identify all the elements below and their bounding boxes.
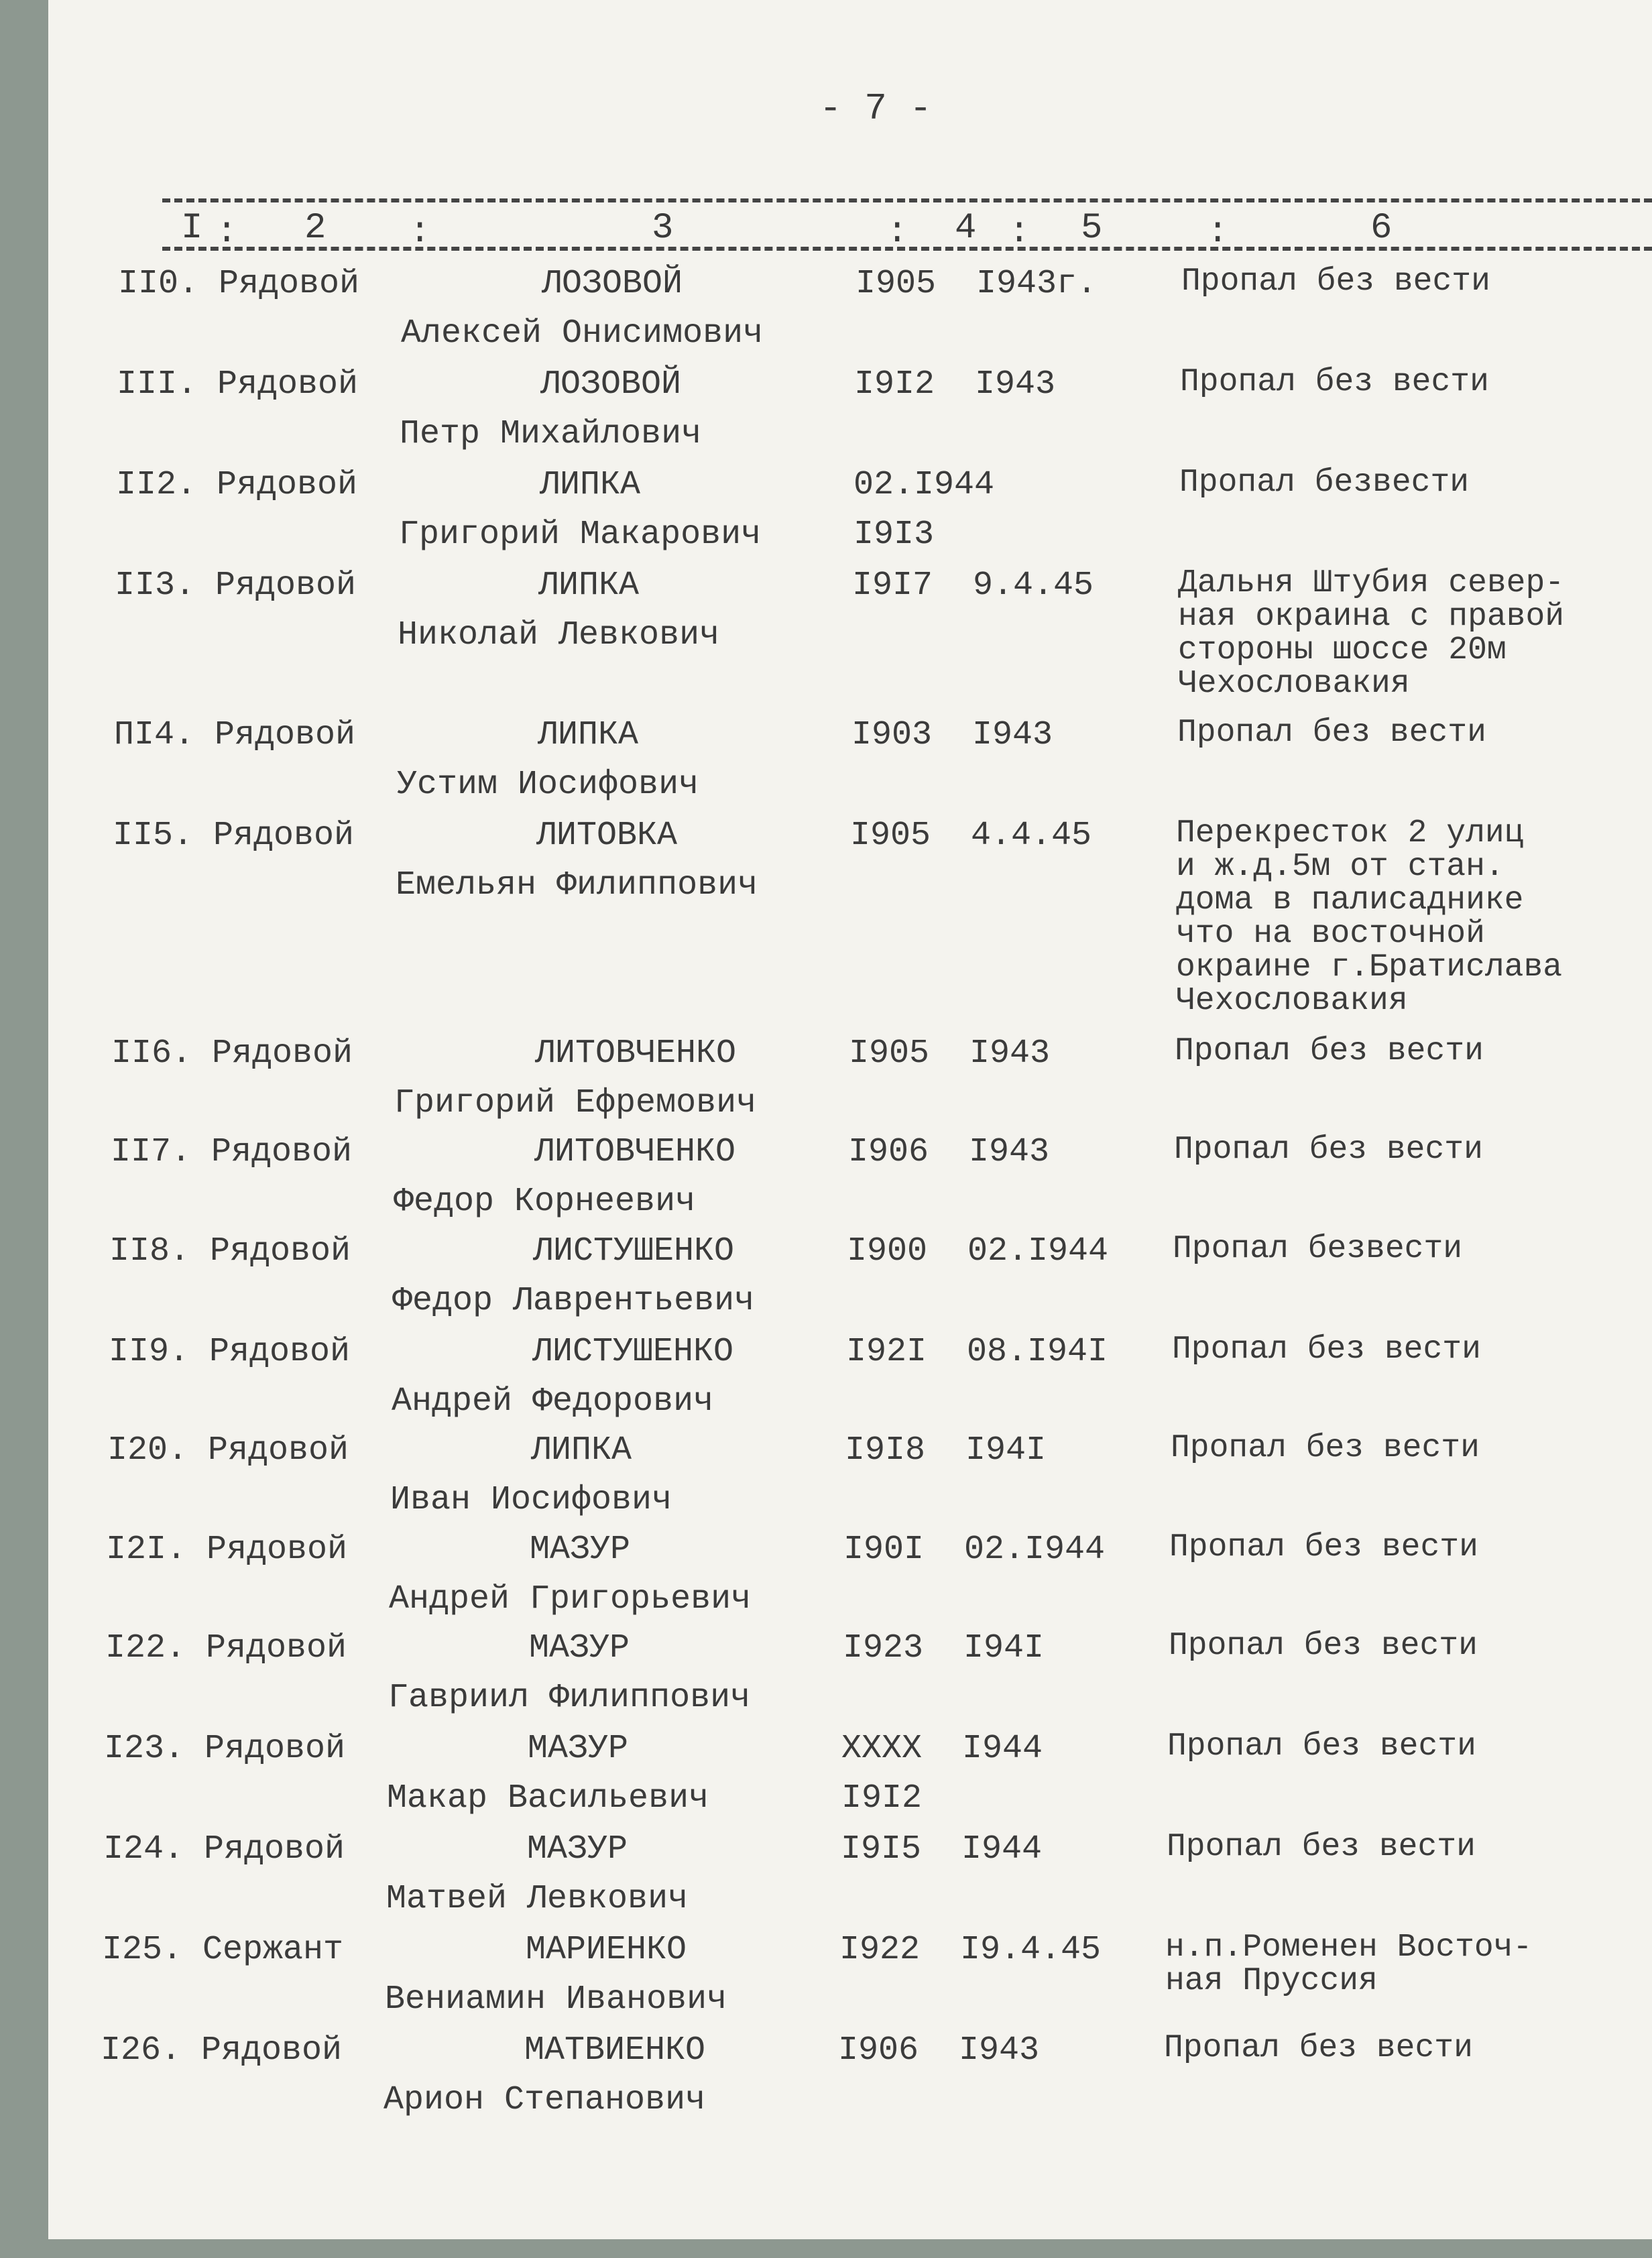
death-date: I94I — [963, 1629, 1045, 1667]
death-date: I943г. — [976, 265, 1098, 303]
column-header-3: 3 — [652, 208, 674, 249]
rank: Рядовой — [204, 1830, 345, 1868]
surname: ЛИПКА — [538, 567, 640, 605]
rank: Рядовой — [206, 1531, 348, 1569]
surname: МАЗУР — [528, 1730, 629, 1768]
rank: Рядовой — [210, 1232, 351, 1270]
given-names: Григорий Ефремович — [394, 1084, 757, 1122]
birth-year: I906 — [838, 2031, 919, 2070]
rank: Рядовой — [219, 265, 360, 303]
death-date: I944 — [961, 1830, 1043, 1868]
given-names: Гавриил Филиппович — [388, 1679, 751, 1717]
death-date: 08.I94I — [967, 1333, 1108, 1371]
place-of-death: н.п.Роменен Восточ- ная Пруссия — [1165, 1929, 1533, 1999]
death-date: I944 — [962, 1730, 1043, 1768]
surname: ЛИТОВКА — [536, 817, 678, 855]
row-number: II0. — [118, 265, 199, 303]
column-header-5: 5 — [1081, 208, 1103, 249]
row-number: I26. — [101, 2031, 182, 2070]
birth-year: I92I — [846, 1333, 927, 1371]
rank: Рядовой — [211, 1133, 353, 1171]
column-header-4: 4 — [955, 208, 977, 249]
rank: Рядовой — [215, 716, 356, 754]
birth-year: I922 — [839, 1931, 921, 1969]
birth-year: I9I8 — [845, 1431, 926, 1470]
row-number: I2I. — [106, 1531, 187, 1569]
rank: Рядовой — [217, 466, 358, 504]
birth-year: XXXX — [841, 1730, 923, 1768]
birth-year: I905 — [849, 1034, 930, 1073]
row-number: II9. — [109, 1333, 190, 1371]
rank: Рядовой — [213, 817, 355, 855]
place-of-death: Пропал без вести — [1164, 2030, 1473, 2066]
place-of-death: Пропал без вести — [1167, 1829, 1476, 1865]
surname: МАЗУР — [529, 1629, 630, 1667]
surname: ЛИПКА — [540, 466, 641, 504]
given-names: Григорий Макарович — [399, 516, 762, 554]
surname: ЛИТОВЧЕНКО — [535, 1034, 737, 1073]
place-of-death: Пропал безвести — [1173, 1231, 1463, 1267]
row-number: II7. — [111, 1133, 192, 1171]
birth-year: I9I2 — [854, 365, 935, 404]
place-of-death: Пропал без вести — [1171, 1430, 1480, 1466]
death-date: I943 — [969, 1133, 1050, 1171]
rank: Рядовой — [204, 1730, 346, 1768]
rank: Рядовой — [209, 1333, 351, 1371]
row-number: II5. — [113, 817, 194, 855]
column-separator: : — [216, 212, 238, 253]
row-number: II3. — [115, 567, 196, 605]
surname: ЛИПКА — [538, 716, 639, 754]
place-of-death: Пропал безвести — [1179, 465, 1470, 501]
surname: МАТВИЕНКО — [524, 2031, 706, 2070]
given-names: Арион Степанович — [384, 2081, 706, 2119]
given-names: Макар Васильевич — [387, 1779, 709, 1818]
birth-year: I903 — [851, 716, 933, 754]
given-names: Петр Михайлович — [400, 415, 702, 453]
header-top-rule — [162, 198, 1652, 202]
surname: МАЗУР — [530, 1531, 631, 1569]
death-date: I943 — [975, 365, 1056, 404]
death-date: 02.I944 — [967, 1232, 1109, 1270]
place-of-death: Пропал без вести — [1172, 1331, 1481, 1368]
given-names: Устим Иосифович — [397, 766, 699, 804]
death-date: I943 — [972, 716, 1053, 754]
birth-year: 02.I944 — [853, 466, 995, 504]
place-of-death: Пропал без вести — [1180, 364, 1489, 400]
birth-year-2: I9I2 — [841, 1779, 923, 1818]
column-header-1: I — [181, 208, 203, 249]
given-names: Федор Корнеевич — [394, 1183, 696, 1221]
place-of-death: Пропал без вести — [1175, 1033, 1484, 1069]
surname: ЛИСТУШЕНКО — [533, 1232, 735, 1270]
rank: Рядовой — [212, 1034, 353, 1073]
death-date: 9.4.45 — [973, 567, 1094, 605]
surname: ЛОЗОВОЙ — [542, 265, 683, 303]
row-number: I24. — [103, 1830, 184, 1868]
given-names: Матвей Левкович — [386, 1880, 689, 1918]
column-header-6: 6 — [1370, 208, 1393, 249]
row-number: II6. — [111, 1034, 192, 1073]
birth-year: I905 — [856, 265, 937, 303]
surname: ЛИПКА — [531, 1431, 632, 1470]
surname: МАЗУР — [527, 1830, 628, 1868]
place-of-death: Пропал без вести — [1167, 1728, 1476, 1765]
column-separator: : — [1207, 212, 1229, 253]
birth-year: I900 — [847, 1232, 928, 1270]
column-separator: : — [409, 212, 431, 253]
place-of-death: Пропал без вести — [1181, 263, 1490, 300]
rank: Рядовой — [206, 1629, 347, 1667]
given-names: Николай Левкович — [398, 616, 720, 654]
rank: Рядовой — [201, 2031, 343, 2070]
place-of-death: Дальня Штубия север- ная окраина с правой стороны шоссе 20м Чехословакия — [1178, 565, 1565, 702]
row-number: III. — [117, 365, 198, 404]
column-header-2: 2 — [304, 208, 327, 249]
rank: Рядовой — [215, 567, 357, 605]
scan-border — [0, 2239, 1652, 2258]
birth-year: I906 — [848, 1133, 929, 1171]
surname: ЛИТОВЧЕНКО — [534, 1133, 736, 1171]
column-separator: : — [886, 212, 908, 253]
given-names: Емельян Филиппович — [396, 866, 758, 904]
row-number: I25. — [102, 1931, 183, 1969]
death-date: 02.I944 — [964, 1531, 1106, 1569]
given-names: Андрей Григорьевич — [389, 1580, 752, 1618]
rank: Рядовой — [208, 1431, 349, 1470]
row-number: II8. — [109, 1232, 190, 1270]
given-names: Вениамин Иванович — [385, 1980, 727, 2019]
surname: МАРИЕНКО — [526, 1931, 687, 1969]
place-of-death: Пропал без вести — [1174, 1132, 1483, 1168]
death-date: 4.4.45 — [971, 817, 1092, 855]
place-of-death: Пропал без вести — [1169, 1529, 1478, 1565]
column-separator: : — [1008, 212, 1030, 253]
rank: Рядовой — [217, 365, 359, 404]
death-date: I943 — [959, 2031, 1040, 2070]
birth-year: I9I5 — [841, 1830, 922, 1868]
page-number: - 7 - — [819, 87, 933, 130]
row-number: II2. — [116, 466, 197, 504]
given-names: Андрей Федорович — [392, 1382, 714, 1421]
given-names: Алексей Онисимович — [401, 314, 764, 353]
place-of-death: Пропал без вести — [1177, 715, 1486, 751]
place-of-death: Перекресток 2 улиц и ж.д.5м от стан. дома в палисаднике что на восточной окраине г.Братислава Чехословакия — [1176, 815, 1563, 1019]
death-date: I94I — [965, 1431, 1047, 1470]
death-date: I943 — [969, 1034, 1051, 1073]
row-number: ПI4. — [114, 716, 195, 754]
birth-year: I9I7 — [852, 567, 933, 605]
surname: ЛИСТУШЕНКО — [532, 1333, 734, 1371]
row-number: I20. — [107, 1431, 188, 1470]
row-number: I22. — [105, 1629, 186, 1667]
rank: Сержант — [202, 1931, 344, 1969]
birth-year-2: I9I3 — [853, 516, 935, 554]
given-names: Федор Лаврентьевич — [392, 1282, 755, 1320]
row-number: I23. — [104, 1730, 185, 1768]
birth-year: I923 — [843, 1629, 924, 1667]
birth-year: I905 — [850, 817, 931, 855]
surname: ЛОЗОВОЙ — [540, 365, 682, 404]
death-date: I9.4.45 — [960, 1931, 1102, 1969]
place-of-death: Пропал без вести — [1169, 1628, 1478, 1664]
given-names: Иван Иосифович — [390, 1481, 672, 1519]
document-page — [48, 0, 1652, 2258]
birth-year: I90I — [843, 1531, 925, 1569]
